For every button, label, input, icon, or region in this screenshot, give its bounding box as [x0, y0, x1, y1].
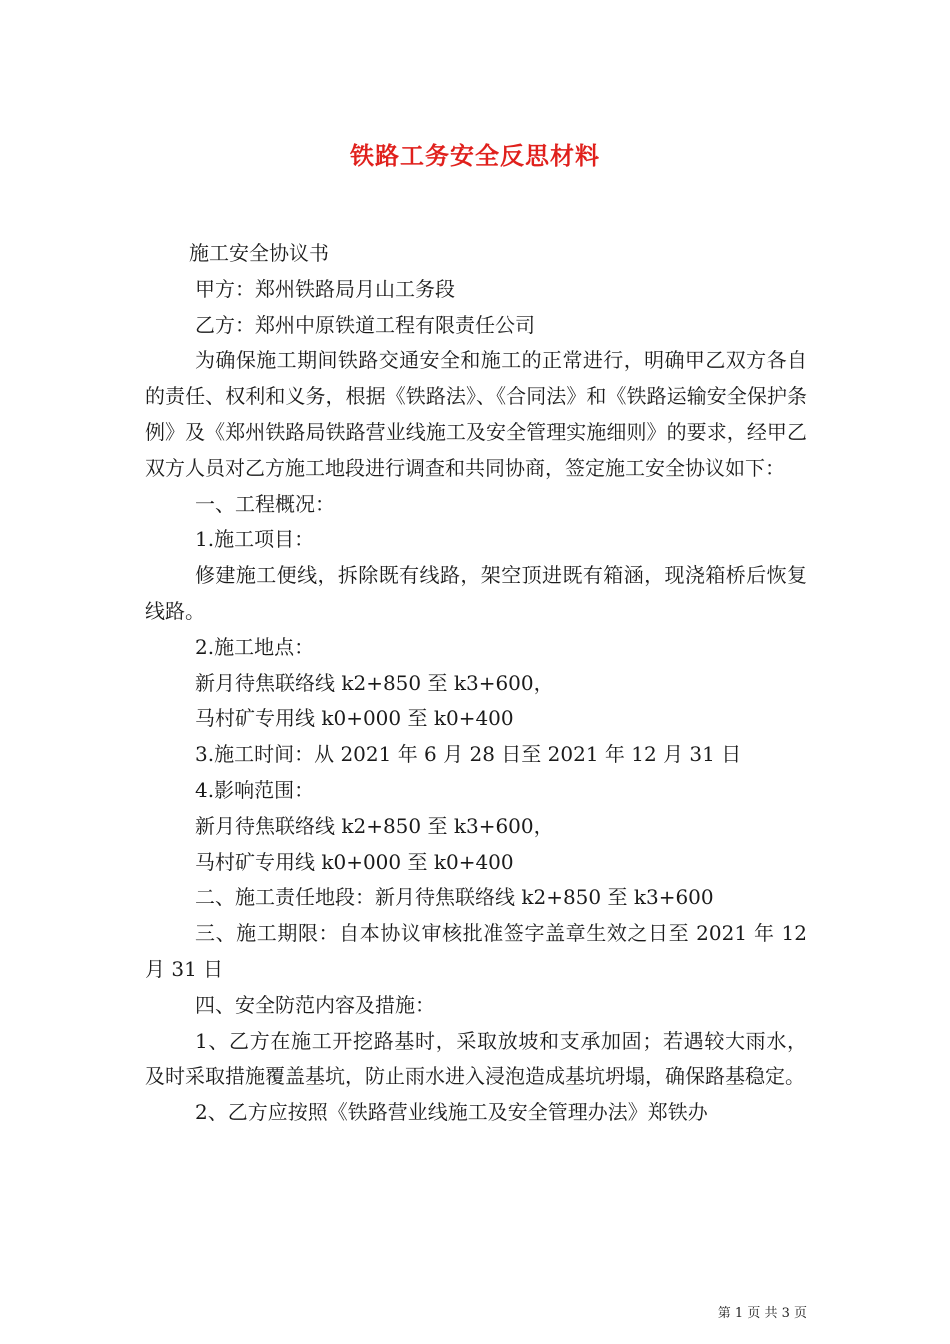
paragraph: 1、乙方在施工开挖路基时，采取放坡和支承加固；若遇较大雨水，及时采取措施覆盖基坑，防止雨水进入浸泡造成基坑坍塌，确保路基稳定。 — [145, 1028, 807, 1089]
paragraph: 2、乙方应按照《铁路营业线施工及安全管理办法》郑铁办 — [195, 1100, 708, 1125]
paragraph: 修建施工便线，拆除既有线路，架空顶进既有箱涵，现浇箱桥后恢复线路。 — [145, 563, 807, 623]
paragraph: 马村矿专用线 k0+000 至 k0+400 — [195, 849, 514, 874]
paragraph: 甲方：郑州铁路局月山工务段 — [195, 276, 455, 301]
paragraph: 4.影响范围： — [195, 777, 315, 802]
document-body — [145, 236, 807, 1131]
paragraph: 新月待焦联络线 k2+850 至 k3+600， — [195, 813, 554, 838]
paragraph: 新月待焦联络线 k2+850 至 k3+600， — [195, 670, 554, 695]
paragraph: 三、施工期限：自本协议审核批准签字盖章生效之日至 2021 年 12 月 31 日 — [145, 921, 807, 981]
paragraph: 施工安全协议书 — [189, 241, 329, 265]
page-number-footer: 第 1 页 共 3 页 — [717, 1306, 807, 1321]
paragraph: 一、工程概况： — [195, 491, 335, 516]
paragraph: 为确保施工期间铁路交通安全和施工的正常进行，明确甲乙双方各自的责任、权利和义务，根据《铁路法》、《合同法》和《铁路运输安全保护条例》及《郑州铁路局铁路营业线施工及安全管理实施细则》的要求，经甲乙双方人员对乙方施工地段进行调查和共同协商，签定施工安全协议如下： — [145, 348, 807, 480]
paragraph: 2.施工地点： — [195, 634, 315, 659]
document-title: 铁路工务安全反思材料 — [350, 142, 600, 170]
paragraph: 四、安全防范内容及措施： — [195, 992, 435, 1017]
paragraph: 1.施工项目： — [195, 527, 315, 552]
paragraph: 乙方：郑州中原铁道工程有限责任公司 — [195, 312, 535, 337]
paragraph: 马村矿专用线 k0+000 至 k0+400 — [195, 706, 514, 731]
paragraph: 二、施工责任地段：新月待焦联络线 k2+850 至 k3+600 — [195, 885, 714, 910]
paragraph: 3.施工时间：从 2021 年 6 月 28 日至 2021 年 12 月 31 日 — [195, 742, 742, 767]
